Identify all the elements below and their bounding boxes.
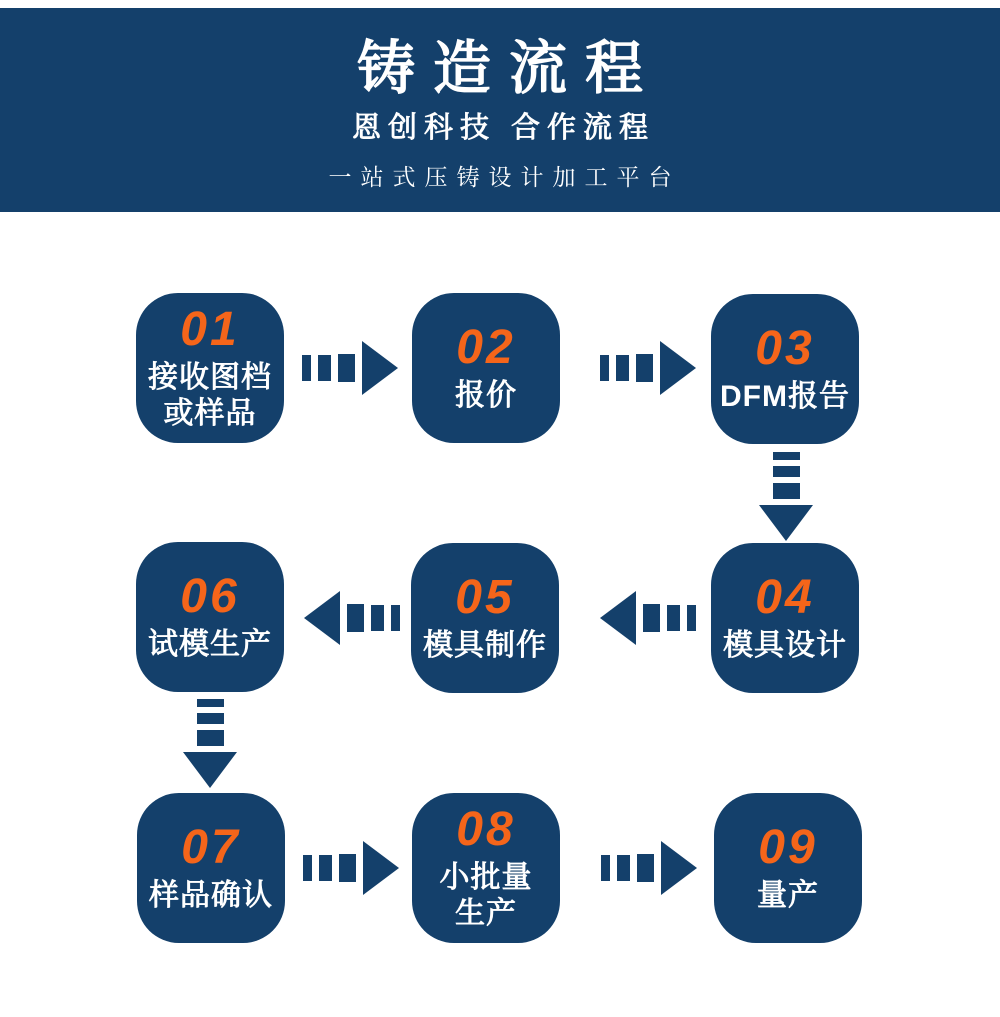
page-subtitle: 恩创科技 合作流程	[351, 112, 656, 144]
step-label-line: 模具制作	[423, 628, 547, 662]
step-number: 08	[456, 802, 516, 856]
arrow-dash	[643, 604, 660, 632]
step-number: 09	[758, 820, 818, 874]
arrow-dash	[600, 355, 609, 381]
arrow-dash	[773, 452, 800, 460]
step-card-04	[711, 543, 859, 693]
step-label-line: 量产	[757, 878, 819, 912]
step-card-03	[711, 294, 859, 444]
step-card-01	[136, 293, 284, 443]
step-number: 03	[755, 321, 815, 375]
arrow-dash	[616, 355, 629, 381]
arrow-dash	[371, 605, 384, 631]
arrow-dash	[601, 855, 610, 881]
step-card-09	[714, 793, 862, 943]
arrow-right-02-to-03-icon	[600, 341, 696, 395]
arrow-dash	[773, 466, 800, 477]
arrow-dash	[617, 855, 630, 881]
step-card-06	[136, 542, 284, 692]
step-number: 01	[180, 302, 240, 356]
step-label-line: 接收图档	[148, 360, 272, 394]
step-label-line: 试模生产	[148, 627, 272, 661]
header-banner	[0, 8, 1000, 212]
arrow-down-03-to-04-icon	[759, 452, 813, 541]
arrow-dash	[339, 854, 356, 882]
step-label	[423, 628, 547, 664]
arrow-head	[759, 505, 813, 541]
step-label	[455, 378, 517, 414]
arrow-dash	[667, 605, 680, 631]
step-number: 02	[456, 320, 516, 374]
step-label	[149, 878, 273, 914]
arrow-dash	[303, 855, 312, 881]
arrow-dash	[687, 605, 696, 631]
arrow-head	[660, 341, 696, 395]
arrow-down-06-to-07-icon	[183, 699, 237, 788]
step-number: 07	[181, 820, 241, 874]
arrow-right-01-to-02-icon	[302, 341, 398, 395]
arrow-dash	[338, 354, 355, 382]
step-card-02	[412, 293, 560, 443]
header-tagline: 一站式压铸设计加工平台	[328, 164, 681, 190]
arrow-head	[600, 591, 636, 645]
arrow-head	[363, 841, 399, 895]
step-number: 06	[180, 569, 240, 623]
arrow-dash	[318, 355, 331, 381]
step-number: 05	[455, 570, 515, 624]
step-card-07	[137, 793, 285, 943]
step-number: 04	[755, 570, 815, 624]
step-label-line: 样品确认	[149, 878, 273, 912]
step-label-line: 报价	[455, 378, 517, 412]
step-label	[723, 628, 847, 664]
step-label	[440, 860, 533, 932]
arrow-left-05-to-06-icon	[304, 591, 400, 645]
step-label	[720, 379, 850, 415]
step-label	[148, 360, 272, 432]
arrow-dash	[302, 355, 311, 381]
arrow-dash	[197, 699, 224, 707]
arrow-left-04-to-05-icon	[600, 591, 696, 645]
arrow-dash	[773, 483, 800, 499]
arrow-head	[362, 341, 398, 395]
arrow-right-08-to-09-icon	[601, 841, 697, 895]
arrow-dash	[391, 605, 400, 631]
arrow-dash	[319, 855, 332, 881]
step-card-08	[412, 793, 560, 943]
step-label-line: DFM报告	[720, 379, 850, 413]
step-label-line: 生产	[455, 896, 517, 930]
step-card-05	[411, 543, 559, 693]
arrow-right-07-to-08-icon	[303, 841, 399, 895]
arrow-head	[183, 752, 237, 788]
arrow-dash	[636, 354, 653, 382]
page-title: 铸造流程	[356, 36, 661, 101]
arrow-dash	[637, 854, 654, 882]
step-label-line: 模具设计	[723, 628, 847, 662]
arrow-dash	[197, 713, 224, 724]
step-label	[757, 878, 819, 914]
step-label-line: 小批量	[439, 860, 533, 894]
step-label-line: 或样品	[163, 396, 257, 430]
arrow-head	[661, 841, 697, 895]
step-label	[148, 627, 272, 663]
arrow-dash	[347, 604, 364, 632]
arrow-dash	[197, 730, 224, 746]
arrow-head	[304, 591, 340, 645]
